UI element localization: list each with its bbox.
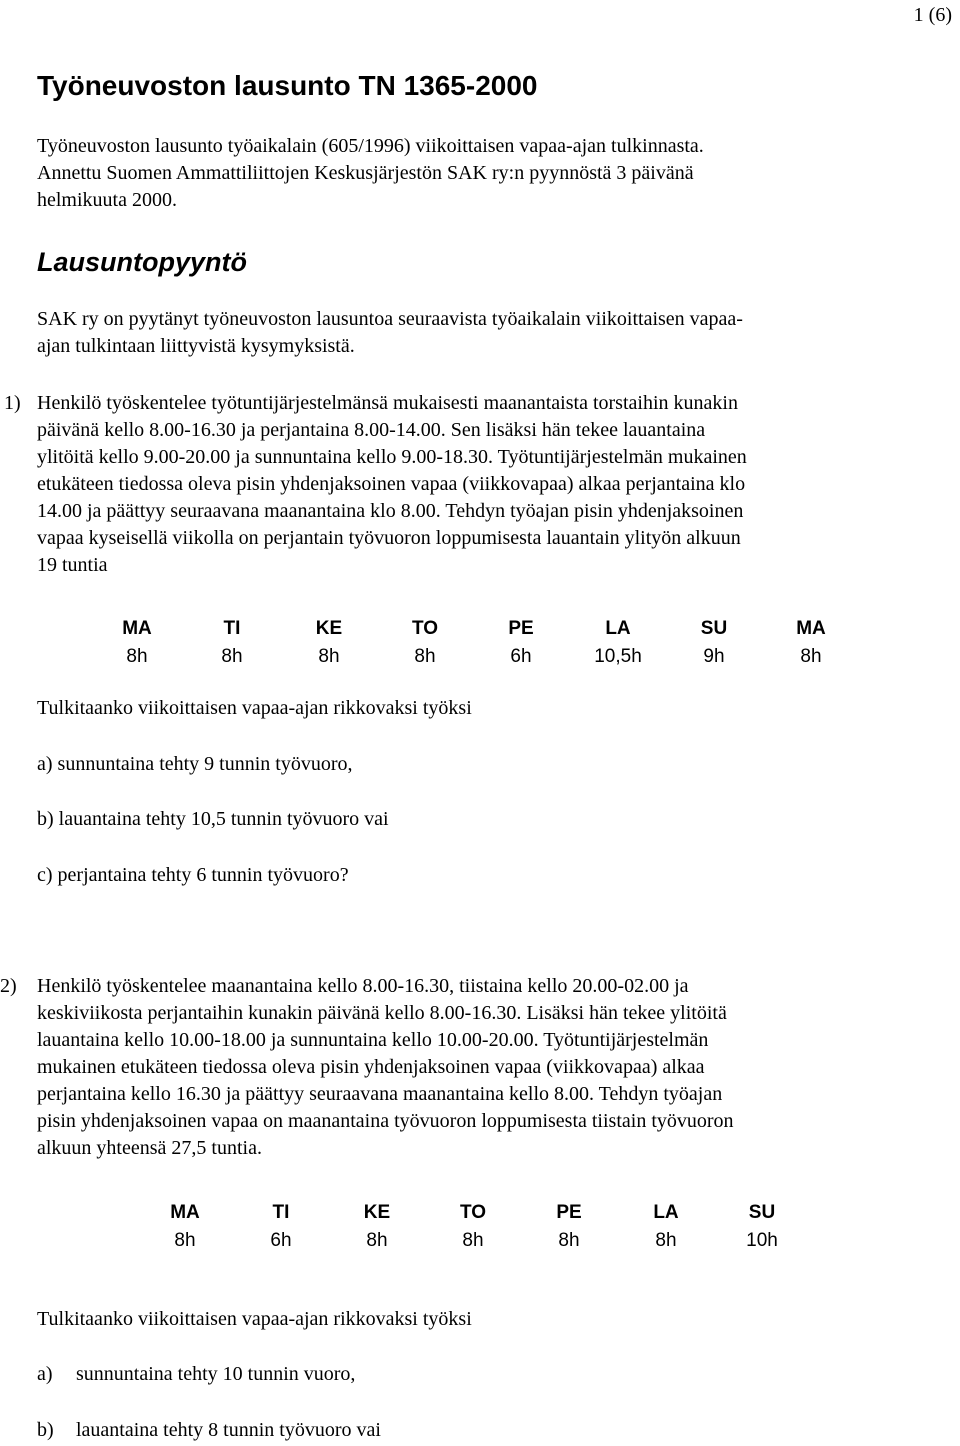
hours-cell: 6h	[510, 646, 532, 667]
hours-cell: 8h	[126, 646, 148, 667]
case2-line: pisin yhdenjaksoinen vapaa on maanantaina työvuoron loppumisesta tiistain työvuoron	[37, 1110, 734, 1132]
hours-cell: 8h	[366, 1230, 388, 1251]
option-text: lauantaina tehty 8 tunnin työvuoro vai	[76, 1419, 381, 1441]
case2-line: keskiviikosta perjantaihin kunakin päivänä kello 8.00-16.30. Lisäksi hän tekee ylitöitä	[37, 1002, 727, 1024]
day-header: TO	[411, 618, 439, 639]
day-header: SU	[700, 618, 728, 639]
case2-paragraph	[37, 973, 937, 1162]
case1-line: päivänä kello 8.00-16.30 ja perjantaina 8.00-14.00. Sen lisäksi hän tekee lauantaina	[37, 419, 706, 441]
day-header: SU	[748, 1202, 776, 1223]
day-header: LA	[653, 1202, 679, 1223]
day-header: TI	[272, 1202, 290, 1223]
case1-paragraph	[37, 390, 937, 579]
section-heading: Lausuntopyyntö	[37, 247, 247, 277]
case2-line: alkuun yhteensä 27,5 tuntia.	[37, 1137, 262, 1159]
case2-question: Tulkitaanko viikoittaisen vapaa-ajan rikkovaksi työksi	[37, 1308, 472, 1330]
request-paragraph	[37, 306, 937, 360]
case1-line: 14.00 ja päättyy seuraavana maanantaina klo 8.00. Tehdyn työajan pisin yhdenjaksoinen	[37, 500, 744, 522]
day-header: TI	[223, 618, 241, 639]
page-number: 1 (6)	[913, 4, 952, 26]
case1-line: vapaa kyseisellä viikolla on perjantain työvuoron loppumisesta lauantain ylityön alkuun	[37, 527, 741, 549]
day-header: KE	[363, 1202, 391, 1223]
day-header: TO	[459, 1202, 487, 1223]
hours-cell: 8h	[174, 1230, 196, 1251]
case2-schedule-table	[0, 1199, 960, 1259]
request-line: ajan tulkintaan liittyvistä kysymyksistä.	[37, 335, 355, 357]
document-title: Työneuvoston lausunto TN 1365-2000	[37, 70, 538, 101]
hours-cell: 8h	[462, 1230, 484, 1251]
hours-cell: 10,5h	[594, 646, 642, 667]
hours-cell: 8h	[318, 646, 340, 667]
case1-line: ylitöitä kello 9.00-20.00 ja sunnuntaina kello 9.00-18.30. Työtuntijärjestelmän mukainen	[37, 446, 747, 468]
hours-cell: 8h	[221, 646, 243, 667]
hours-cell: 10h	[746, 1230, 778, 1251]
option-text: sunnuntaina tehty 10 tunnin vuoro,	[76, 1363, 356, 1385]
day-header: MA	[122, 618, 152, 639]
request-line: SAK ry on pyytänyt työneuvoston lausuntoa seuraavista työaikalain viikoittaisen vapaa-	[37, 308, 743, 330]
hours-cell: 8h	[558, 1230, 580, 1251]
case1-option-c: c) perjantaina tehty 6 tunnin työvuoro?	[37, 864, 349, 886]
case1-option-a: a) sunnuntaina tehty 9 tunnin työvuoro,	[37, 753, 353, 775]
hours-cell: 8h	[655, 1230, 677, 1251]
day-header: KE	[315, 618, 343, 639]
hours-cell: 6h	[270, 1230, 292, 1251]
day-header: MA	[170, 1202, 200, 1223]
option-label: a)	[37, 1363, 53, 1385]
case1-question: Tulkitaanko viikoittaisen vapaa-ajan rikkovaksi työksi	[37, 697, 472, 719]
case2-number: 2)	[0, 975, 17, 997]
case2-line: Henkilö työskentelee maanantaina kello 8.00-16.30, tiistaina kello 20.00-02.00 ja	[37, 975, 689, 997]
case2-line: lauantaina kello 10.00-18.00 ja sunnuntaina kello 10.00-20.00. Työtuntijärjestelmän	[37, 1029, 709, 1051]
day-header: LA	[605, 618, 631, 639]
case1-number: 1)	[4, 392, 21, 414]
case1-line: 19 tuntia	[37, 554, 108, 576]
case2-option-a	[37, 1361, 356, 1388]
case1-line: etukäteen tiedossa oleva pisin yhdenjaksoinen vapaa (viikkovapaa) alkaa perjantaina klo	[37, 473, 746, 495]
case1-option-b: b) lauantaina tehty 10,5 tunnin työvuoro vai	[37, 808, 389, 830]
intro-paragraph	[37, 133, 937, 214]
intro-line: Työneuvoston lausunto työaikalain (605/1996) viikoittaisen vapaa-ajan tulkinnasta.	[37, 135, 704, 157]
intro-line: Annettu Suomen Ammattiliittojen Keskusjärjestön SAK ry:n pyynnöstä 3 päivänä	[37, 162, 694, 184]
option-label: b)	[37, 1419, 54, 1441]
case2-option-b	[37, 1417, 381, 1444]
day-header: PE	[508, 618, 534, 639]
case2-line: perjantaina kello 16.30 ja päättyy seuraavana maanantaina kello 8.00. Tehdyn työajan	[37, 1083, 723, 1105]
case1-line: Henkilö työskentelee työtuntijärjestelmänsä mukaisesti maanantaista torstaihin kunakin	[37, 392, 738, 414]
hours-cell: 9h	[703, 646, 725, 667]
day-header: MA	[796, 618, 826, 639]
hours-cell: 8h	[800, 646, 822, 667]
intro-line: helmikuuta 2000.	[37, 189, 177, 211]
case1-schedule-table	[0, 615, 960, 675]
hours-cell: 8h	[414, 646, 436, 667]
case2-line: mukainen etukäteen tiedossa oleva pisin yhdenjaksoinen vapaa (viikkovapaa) alkaa	[37, 1056, 705, 1078]
day-header: PE	[556, 1202, 582, 1223]
